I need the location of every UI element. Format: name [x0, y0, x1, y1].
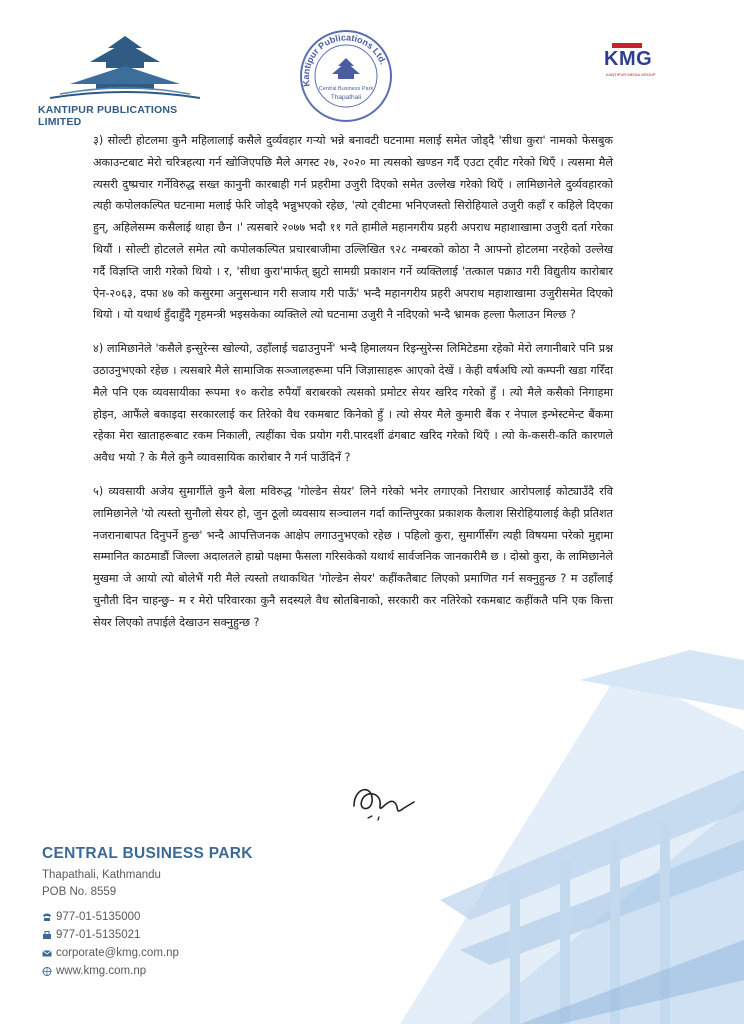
address-line-2: POB No. 8559 [42, 886, 117, 898]
phone-number: 977-01-5135000 [56, 911, 141, 923]
seal-line-2: Central Business Park [318, 86, 374, 92]
seal-line-3: Thapathali [330, 94, 362, 101]
letter-body [93, 130, 613, 646]
fax-row [42, 927, 302, 943]
email-link[interactable]: corporate@kmg.com.np [56, 947, 179, 959]
company-seal [298, 28, 394, 124]
address-line-1: Thapathali, Kathmandu [42, 869, 161, 881]
website-row [42, 963, 302, 979]
globe-icon [42, 967, 52, 976]
kmg-logo [604, 40, 668, 80]
website-link[interactable]: www.kmg.com.np [56, 965, 147, 977]
pagoda-icon [50, 36, 200, 100]
phone-row [42, 909, 302, 925]
company-name: KANTIPUR PUBLICATIONS LIMITED [38, 104, 178, 128]
fax-number: 977-01-5135021 [56, 929, 141, 941]
building-watermark [360, 650, 744, 1024]
paragraph-3: ३) सोल्टी होटलमा कुनै महिलालाई कसैले दुर्व्यवहार गर्‍यो भन्ने बनावटी घटनामा मलाई समेत जोड्दै 'सीधा कुरा' नामको फेसबुक अकाउन्टबाट मेरो चरित्रहत्या गर्न खोजिएपछि मैले अगस्ट २७, २०२० मा त्यसको खण्डन गर्दै एउटा ट्वीट गरेको थिएँ । त्यसमा मैले त्यसरी दुष्प्रचार गर्नेविरुद्ध सख्त कानुनी कारबाही गर्न प्रहरीमा उजुरी दिएको समेत उल्लेख गरेको थिएँ । लामिछानेले दुर्व्यवहारको त्यही कपोलकल्पित घटनामा मलाई फेरि जोड्दै भन्नुभएको रहेछ, 'त्यो ट्वीटमा भनिएजस्तो सिरोहियाले उजुरी कहाँ र कहिले दिएका हुन्, अहिलेसम्म कसैलाई थाहा छैन ।' त्यसबारे २०७७ भदौ ११ गते हामीले महानगरीय प्रहरी अपराध महाशाखामा उजुरी दर्ता गरेका थियौं । सोल्टी होटलले समेत त्यो कपोलकल्पित प्रचारबाजीमा उल्लिखित ९२८ नम्बरको कोठा नै आफ्नो होटलमा नरहेको उल्लेख गर्दै विज्ञप्ति जारी गरेको थियो । र, 'सीधा कुरा'मार्फत् झुटो सामग्री प्रकाशन गर्ने व्यक्तिलाई 'तत्काल पक्राउ गरी विद्युतीय कारोबार ऐन-२०६३, दफा ४७ को कसुरमा अनुसन्धान गरी सजाय गरी पाऊँ' भन्दै महानगरीय प्रहरी अपराध महाशाखामा उजुरीसमेत दिएको थियो । यो यथार्थ हुँदाहुँदै गृहमन्त्री भइसकेका व्यक्तिले त्यो घटनामा उजुरी नै नदिएको भन्दै भ्रामक हल्ला फैलाउन मिल्छ ? [93, 134, 613, 322]
footer-title: CENTRAL BUSINESS PARK [42, 845, 253, 862]
kmg-subtext: KANTIPUR MEDIA GROUP [606, 72, 656, 77]
paragraph-4: ४) लामिछानेले 'कसैले इन्सुरेन्स खोल्यो, उहाँलाई चढाउनुपर्ने' भन्दै हिमालयन रिइन्सुरेन्स लिमिटेडमा रहेको मेरो लगानीबारे पनि प्रश्न उठाउनुभएको रहेछ । त्यसबारे मैले सामाजिक सञ्जालहरूमा पनि जिज्ञासाहरू आएको देखें । केही वर्षअघि त्यो कम्पनी खडा गरिँदा मैले पनि एक व्यवसायीका रूपमा १० करोड रुपैयाँ बराबरको त्यसको प्रमोटर सेयर खरिद गरेको हुँ । त्यो मैले कसैको निगाहमा होइन, आफैंले बकाइदा सरकारलाई कर तिरेको वैध रकमबाट किनेको हुँ । त्यो सेयर मैले कुमारी बैंक र नेपाल इन्भेस्टमेन्ट बैंकमा रहेका मेरा खाताहरूबाट रकम निकाली, त्यहींका चेक प्रयोग गरी.पारदर्शी ढंगबाट खरिद गरेको थिएँ । त्यो के-कसरी-कति कारणले अवैध भयो ? के मैले कुनै व्यावसायिक कारोबार नै गर्न पाउँदिनँ ? [93, 342, 613, 465]
paragraph-5: ५) व्यवसायी अजेय सुमार्गीले कुनै बेला मविरुद्ध 'गोल्डेन सेयर' लिने गरेको भनेर लगाएको निराधार आरोपलाई कोट्याउँदै रवि लामिछानेले 'यो त्यस्तो सुनौलो सेयर हो, जुन ठूलो व्यवसाय सञ्चालन गर्दा कान्तिपुरका प्रकाशक कैलाश सिरोहियालाई केही प्रतिशत नजरानाबापत दिनुपर्ने हुन्छ' भन्दै आपत्तिजनक आक्षेप लगाउनुभएको रहेछ । पहिलो कुरा, सुमार्गीसँग त्यही विषयमा परेको मुद्दामा सम्मानित काठमाडौं जिल्ला अदालतले हाम्रो पक्षमा फैसला गरिसकेको यथार्थ सार्वजनिक जानकारीमै छ । दोस्रो कुरा, के लामिछानेले मुखमा जे आयो त्यो बोलेभैं गरी मैले त्यस्तो तथाकथित 'गोल्डेन सेयर' कहींकतैबाट लिएको प्रमाणित गर्न सक्नुहुन्छ ? म उहाँलाई चुनौती दिन चाहन्छु– म र मेरो परिवारका कुनै सदस्यले वैध स्रोतबिनाको, सरकारी कर नतिरेको रकमबाट कहींकतै पनि एक कित्ता सेयर लिएको तपाईले देखाउन सक्नुहुन्छ ? [93, 484, 613, 629]
signature [348, 776, 418, 826]
phone-icon [42, 913, 52, 922]
email-row [42, 945, 302, 961]
footer [42, 845, 302, 979]
seal-ring-text: Kantipur Publications Ltd. [300, 32, 389, 88]
kmg-wordmark: KMG [604, 48, 653, 70]
fax-icon [42, 931, 52, 940]
kantipur-logo [38, 36, 208, 126]
mail-icon [42, 949, 52, 958]
